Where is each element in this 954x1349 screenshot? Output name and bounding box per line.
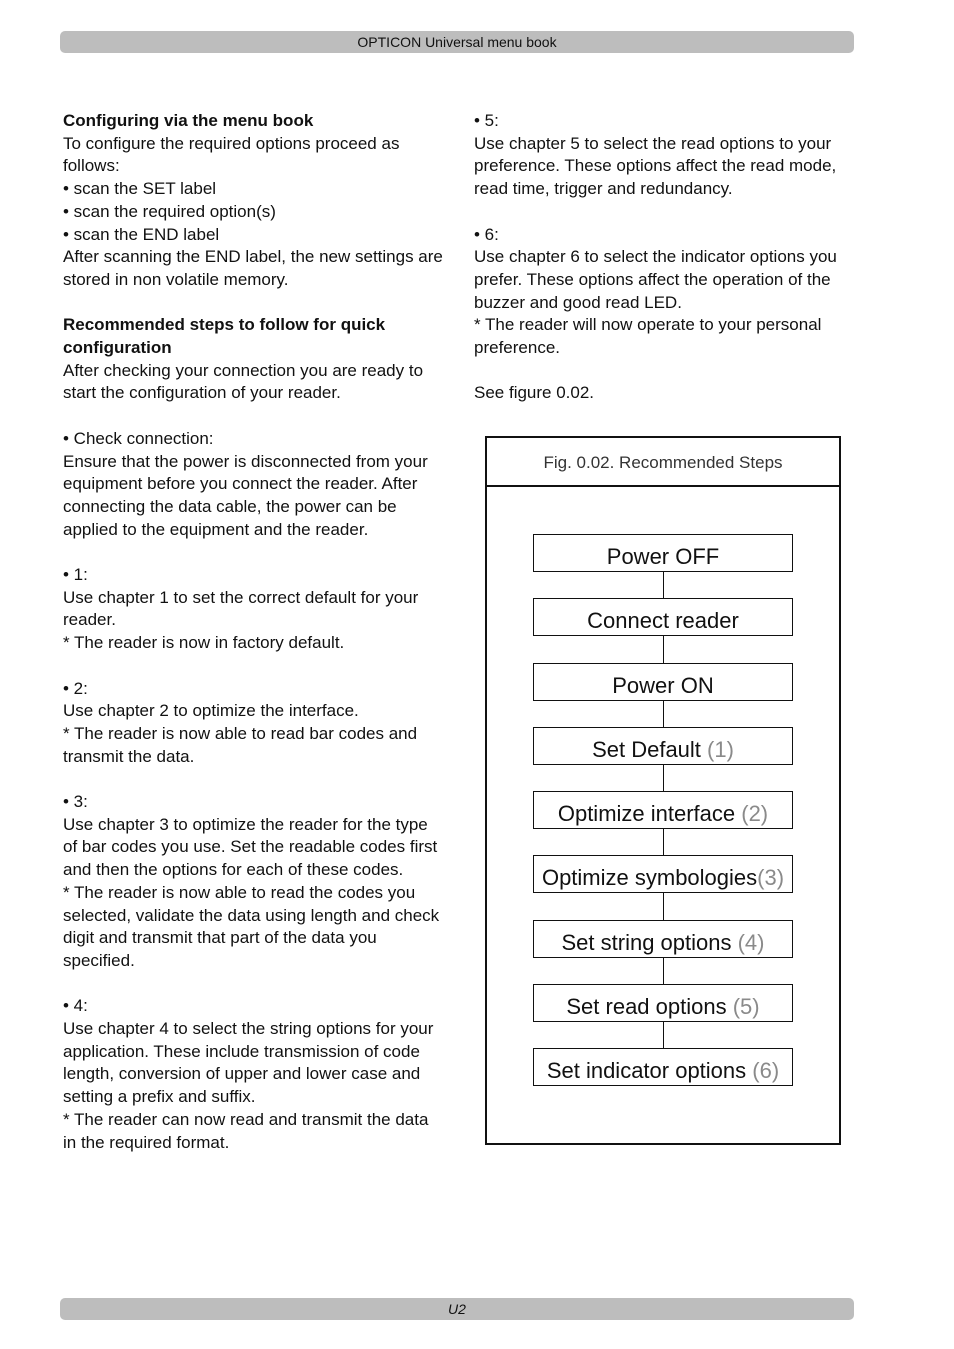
step-title: • 3: (63, 792, 88, 812)
note: * The reader will now operate to your personal preference. (474, 315, 822, 358)
recommended-steps-figure (485, 436, 841, 1145)
flow-connector (663, 829, 664, 855)
step-title: • 5: (474, 111, 499, 130)
paragraph: Use chapter 6 to select the indicator options you prefer. These options affect the operation of the buzzer and good read LED. (474, 247, 837, 312)
figure-caption: Fig. 0.02. Recommended Steps (487, 438, 839, 487)
flow-step-set-default: Set Default (1) (533, 727, 793, 765)
paragraph: To configure the required options proceed as follows: (63, 133, 400, 176)
section-heading: Recommended steps to follow for quick configuration (63, 315, 386, 358)
paragraph: Use chapter 2 to optimize the interface. (63, 701, 359, 721)
right-column (474, 110, 859, 405)
header-bar (60, 31, 854, 53)
left-column (63, 110, 443, 1154)
paragraph: After scanning the END label, the new settings are stored in non volatile memory. (63, 247, 443, 289)
flow-step-connect-reader: Connect reader (533, 598, 793, 636)
note: * The reader is now in factory default. (63, 633, 345, 653)
step-title: • Check connection: (63, 428, 214, 448)
flow-step-power-on: Power ON (533, 663, 793, 701)
step-title: • 2: (63, 678, 88, 698)
note: * The reader is now able to read the codes you selected, validate the data using length and check digit and transmit that part of the data you specified. (63, 882, 440, 970)
flow-connector (663, 572, 664, 598)
flow-step-optimize-symbologies: Optimize symbologies(3) (533, 855, 793, 893)
paragraph: Ensure that the power is disconnected from your equipment before you connect the reader. After connecting the data cable, the power can be applied to the equipment and the reader. (63, 451, 428, 539)
section-heading: Configuring via the menu book (63, 111, 314, 130)
paragraph: Use chapter 3 to optimize the reader for the type of bar codes you use. Set the readable codes first and then the options for each of these codes. (63, 814, 438, 880)
step-title: • 4: (63, 996, 88, 1016)
flow-connector (663, 765, 664, 791)
bullet-item: • scan the required option(s) (63, 201, 276, 221)
paragraph: Use chapter 4 to select the string options for your application. These include transmission of code length, conversion of upper and lower case and setting a prefix and suffix. (63, 1019, 434, 1107)
flow-step-set-indicator-options: Set indicator options (6) (533, 1048, 793, 1086)
flow-connector (663, 636, 664, 663)
flow-step-set-read-options: Set read options (5) (533, 984, 793, 1022)
bullet-item: • scan the SET label (63, 179, 217, 199)
flow-connector (663, 1022, 664, 1048)
paragraph: After checking your connection you are ready to start the configuration of your reader. (63, 360, 424, 403)
flow-connector (663, 701, 664, 727)
note: * The reader can now read and transmit the data in the required format. (63, 1109, 429, 1152)
flow-step-optimize-interface: Optimize interface (2) (533, 791, 793, 829)
figure-reference: See figure 0.02. (474, 383, 595, 403)
paragraph: Use chapter 5 to select the read options to your preference. These options affect the read mode, read time, trigger and redundancy. (474, 133, 837, 199)
flow-connector (663, 893, 664, 920)
paragraph: Use chapter 1 to set the correct default for your reader. (63, 587, 419, 630)
footer-bar (60, 1298, 854, 1320)
page-number: U2 (448, 1301, 466, 1317)
note: * The reader is now able to read bar codes and transmit the data. (63, 723, 418, 766)
bullet-item: • scan the END label (63, 224, 220, 244)
flow-step-power-off: Power OFF (533, 534, 793, 572)
flow-step-set-string-options: Set string options (4) (533, 920, 793, 958)
step-title: • 1: (63, 565, 88, 585)
step-title: • 6: (474, 224, 499, 244)
flow-connector (663, 958, 664, 984)
header-title: OPTICON Universal menu book (357, 34, 557, 50)
